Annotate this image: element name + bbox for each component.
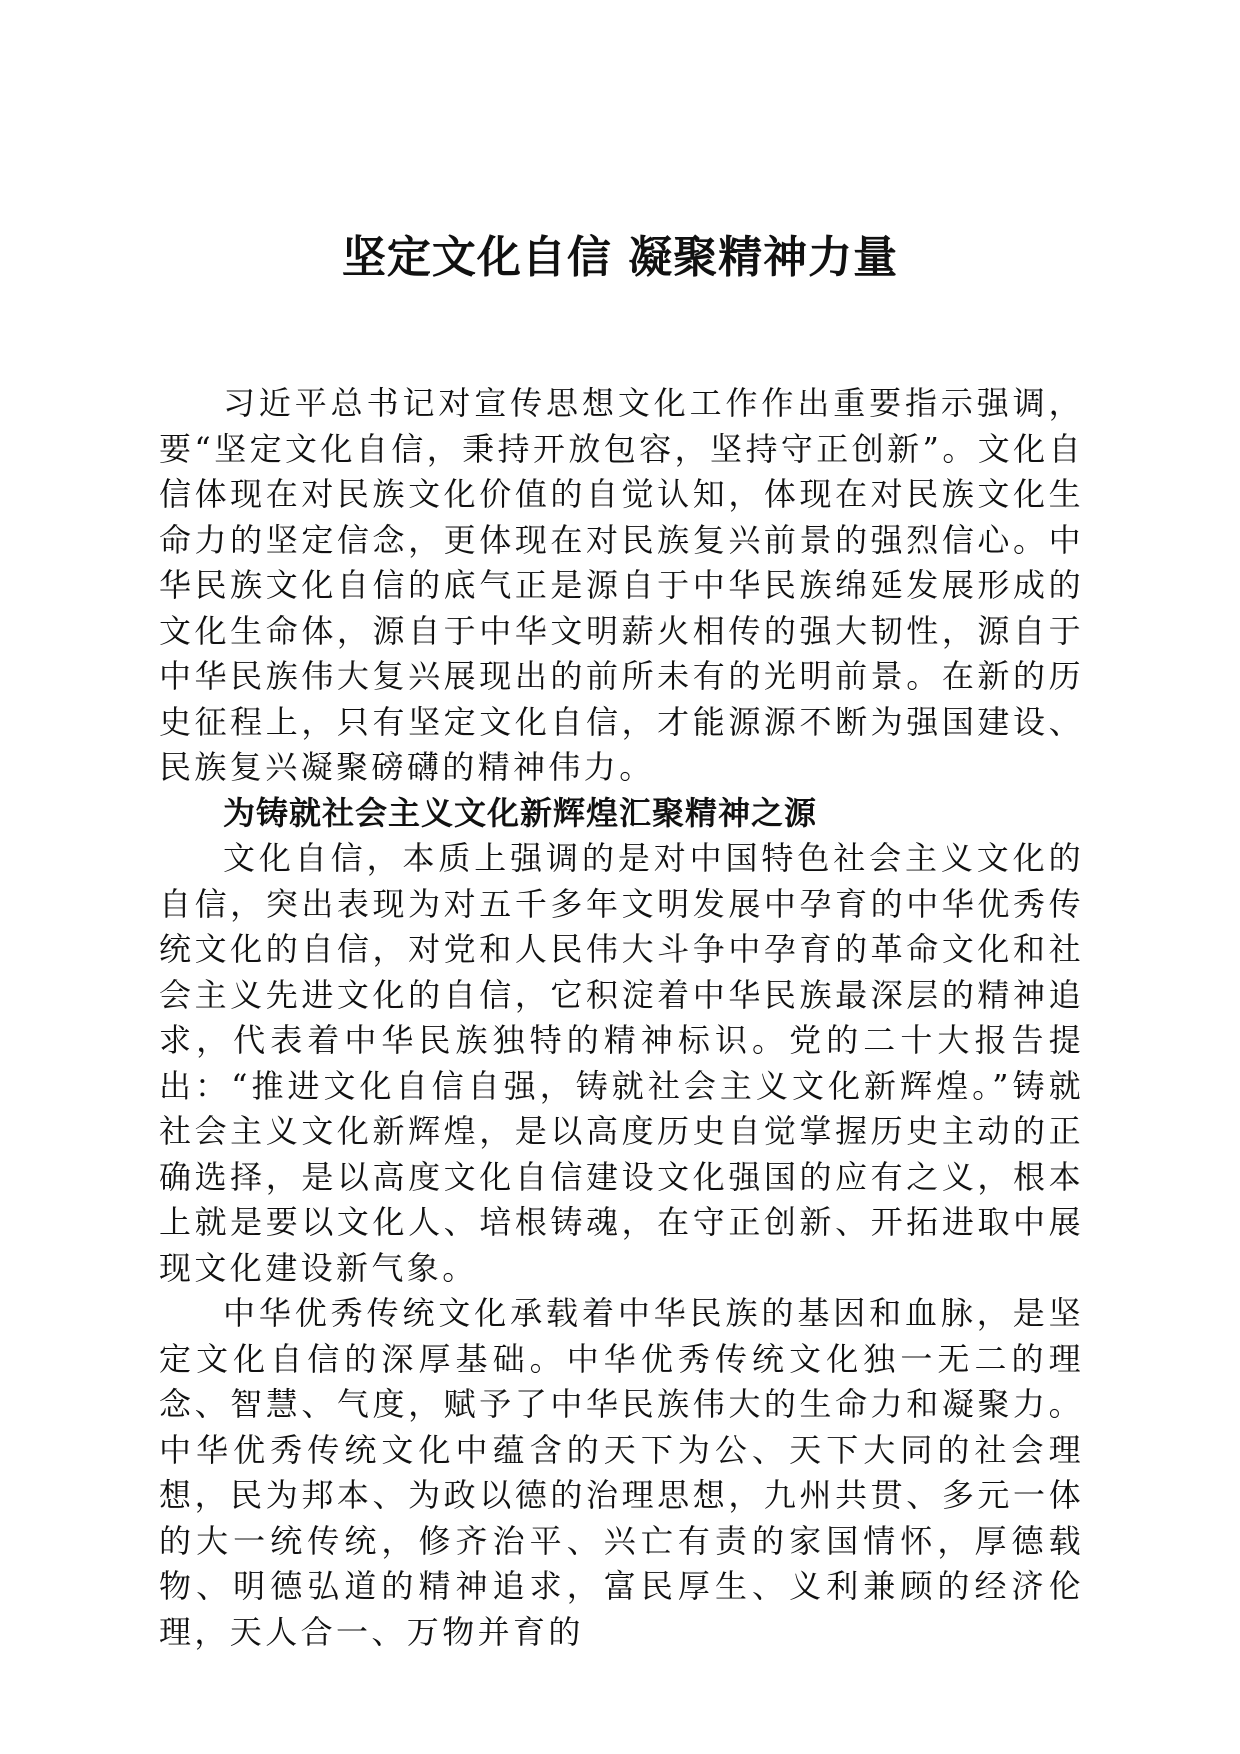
section-paragraph-2: 中华优秀传统文化承载着中华民族的基因和血脉，是坚定文化自信的深厚基础。中华优秀传统文化独一无二的理念、智慧、气度，赋予了中华民族伟大的生命力和凝聚力。中华优秀传统文化中蕴含的天下为公、天下大同的社会理想，民为邦本、为政以德的治理思想，九州共贯、多元一体的大一统传统，修齐治平、兴亡有责的家国情怀，厚德载物、明德弘道的精神追求，富民厚生、义利兼顾的经济伦理，天人合一、万物并育的 bbox=[159, 1294, 1084, 1651]
document-title: 坚定文化自信 凝聚精神力量 bbox=[341, 232, 899, 283]
section-heading: 为铸就社会主义文化新辉煌汇聚精神之源 bbox=[223, 793, 818, 832]
document-body bbox=[159, 381, 1084, 1655]
intro-paragraph: 习近平总书记对宣传思想文化工作作出重要指示强调，要“坚定文化自信，秉持开放包容，坚持守正创新”。文化自信体现在对民族文化价值的自觉认知，体现在对民族文化生命力的坚定信念，更体现在对民族复兴前景的强烈信心。中华民族文化自信的底气正是源自于中华民族绵延发展形成的文化生命体，源自于中华文明薪火相传的强大韧性，源自于中华民族伟大复兴展现出的前所未有的光明前景。在新的历史征程上，只有坚定文化自信，才能源源不断为强国建设、民族复兴凝聚磅礴的精神伟力。 bbox=[159, 384, 1084, 786]
section-paragraph-1: 文化自信，本质上强调的是对中国特色社会主义文化的自信，突出表现为对五千多年文明发展中孕育的中华优秀传统文化的自信，对党和人民伟大斗争中孕育的革命文化和社会主义先进文化的自信，它积淀着中华民族最深层的精神追求，代表着中华民族独特的精神标识。党的二十大报告提出：“推进文化自信自强，铸就社会主义文化新辉煌。”铸就社会主义文化新辉煌，是以高度历史自觉掌握历史主动的正确选择，是以高度文化自信建设文化强国的应有之义，根本上就是要以文化人、培根铸魂，在守正创新、开拓进取中展现文化建设新气象。 bbox=[159, 839, 1084, 1287]
